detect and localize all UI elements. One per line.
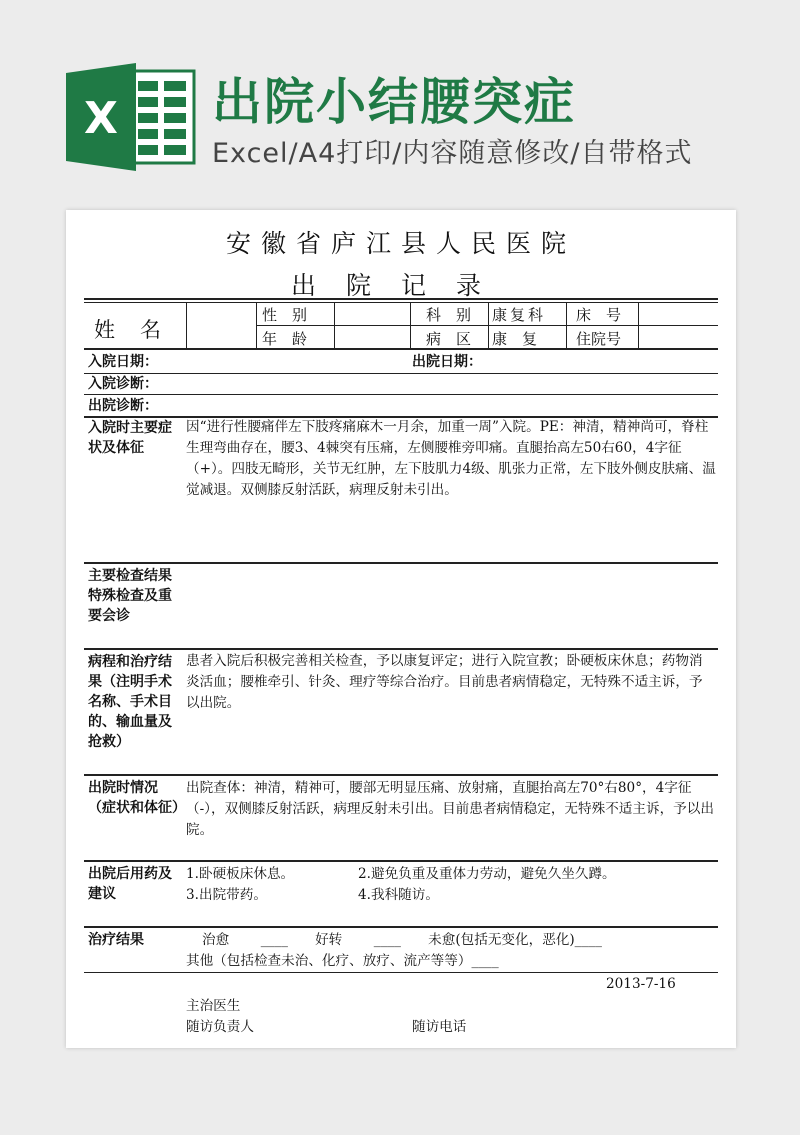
- treatment-result-line2: 其他（包括检查未治、化疗、放疗、流产等等）____: [186, 953, 499, 969]
- follow-up-person-label: 随访负责人: [186, 1019, 254, 1035]
- treatment-result-line1: 治愈 ____ 好转 ____ 未愈(包括无变化，恶化)____: [202, 932, 602, 948]
- record-title: 出院记录: [290, 271, 511, 300]
- banner-title: 出院小结腰突症: [212, 73, 576, 131]
- ward-value: 康 复: [492, 330, 538, 348]
- banner-subtitle: Excel/A4打印/内容随意修改/自带格式: [212, 138, 693, 169]
- discharge-advice-label: 出院后用药及建议: [88, 866, 172, 902]
- bed-label: 床 号: [576, 306, 622, 324]
- dept-label: 科 别: [426, 306, 472, 324]
- discharge-condition-text: 出院查体：神清，精神可，腰部无明显压痛、放射痛，直腿抬高左70°右80°，4字征（-），双侧膝反射活跃，病理反射未引出。目前患者病情稳定，无特殊不适主诉，予以出院。: [186, 780, 714, 838]
- advice-item-4: 4.我科随访。: [358, 887, 439, 903]
- admission-date-label: 入院日期：: [88, 354, 158, 370]
- hospital-name: 安徽省庐江县人民医院: [225, 229, 576, 258]
- admission-no-label: 住院号: [576, 330, 622, 348]
- discharge-diagnosis-label: 出院诊断：: [88, 398, 158, 414]
- course-treatment-label: 病程和治疗结果（注明手术名称、手术目的、输血量及抢救）: [88, 654, 172, 750]
- excel-logo-icon: [66, 63, 198, 171]
- name-label: 姓 名: [94, 318, 163, 342]
- record-date: 2013-7-16: [606, 976, 676, 992]
- exam-results-label: 主要检查结果特殊检查及重要会诊: [88, 568, 172, 624]
- discharge-condition-label: 出院时情况（症状和体征）: [88, 780, 186, 816]
- ward-label: 病 区: [426, 330, 472, 348]
- gender-label: 性 别: [262, 306, 308, 324]
- advice-item-2: 2.避免负重及重体力劳动，避免久坐久蹲。: [358, 866, 616, 882]
- admission-diagnosis-label: 入院诊断：: [88, 376, 158, 392]
- admission-symptoms-text: 因“进行性腰痛伴左下肢疼痛麻木一月余，加重一周”入院。PE：神清，精神尚可，脊柱生理弯曲存在，腰3、4棘突有压痛，左侧腰椎旁叩痛。直腿抬高左50右60，4字征（+）。四肢无畸形，关节无红肿，左下肢肌力4级、肌张力正常，左下肢外侧皮肤痛、温觉减退。双侧膝反射活跃，病理反射未引出。: [186, 419, 716, 498]
- advice-item-3: 3.出院带药。: [186, 887, 267, 903]
- discharge-record-sheet: [66, 210, 736, 1048]
- treatment-result-label: 治疗结果: [88, 932, 144, 948]
- dept-value: 康复科: [492, 306, 547, 324]
- follow-up-phone-label: 随访电话: [412, 1019, 467, 1035]
- admission-symptoms-label: 入院时主要症状及体征: [88, 420, 172, 456]
- discharge-date-label: 出院日期：: [412, 354, 482, 370]
- attending-doctor-label: 主治医生: [186, 998, 241, 1014]
- svg-text:X: X: [84, 93, 118, 144]
- advice-item-1: 1.卧硬板床休息。: [186, 866, 295, 882]
- course-treatment-text: 患者入院后积极完善相关检查，予以康复评定；进行入院宣教；卧硬板床休息；药物消炎活血；腰椎牵引、针灸、理疗等综合治疗。目前患者病情稳定，无特殊不适主诉，予以出院。: [186, 653, 703, 711]
- age-label: 年 龄: [262, 330, 308, 348]
